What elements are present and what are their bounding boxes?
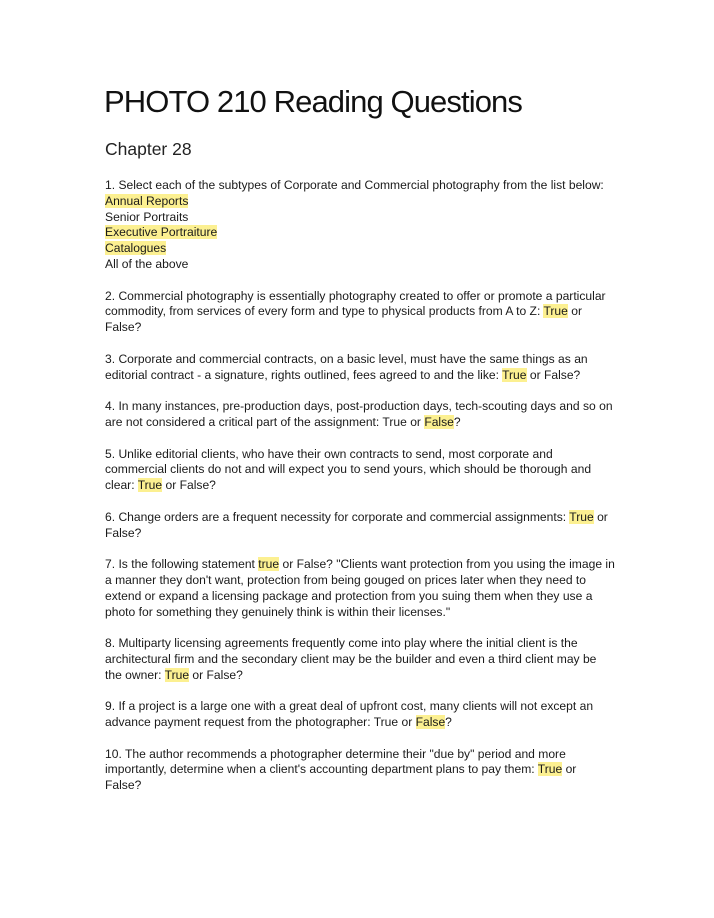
text-segment: ? xyxy=(453,414,461,429)
question-8 xyxy=(105,636,625,683)
question-text-line xyxy=(105,715,625,731)
text-segment: clear: xyxy=(105,478,138,493)
question-text-line: 10. The author recommends a photographer determine their "due by" period and more xyxy=(105,746,566,761)
text-segment: or xyxy=(593,509,608,524)
highlighted-answer: True xyxy=(137,478,163,493)
text-segment: importantly, determine when a client's accounting department plans to pay them: xyxy=(105,762,538,777)
question-text-line xyxy=(105,415,625,431)
question-text-line: 9. If a project is a large one with a great deal of upfront cost, many clients will not except an xyxy=(105,699,594,714)
question-text-line xyxy=(105,478,625,494)
highlighted-answer: True xyxy=(502,367,527,382)
option-text: Senior Portraits xyxy=(105,209,189,224)
text-segment: or False? xyxy=(526,367,581,382)
question-1-option xyxy=(105,241,625,257)
question-9 xyxy=(105,699,625,731)
text-segment: or False? "Clients want protection from you using the image in xyxy=(279,557,615,572)
question-text-line: 4. In many instances, pre-production days, post-production days, tech-scouting days and so on xyxy=(105,399,613,414)
question-1-option xyxy=(105,194,625,210)
question-1-option xyxy=(105,257,625,273)
question-text-line: 5. Unlike editorial clients, who have their own contracts to send, most corporate and xyxy=(105,446,553,461)
question-7 xyxy=(105,557,625,620)
question-text-line xyxy=(105,668,625,684)
text-segment: the owner: xyxy=(105,667,165,682)
question-text-line: 2. Commercial photography is essentially photography created to offer or promote a particular xyxy=(105,288,606,303)
question-text-line: False? xyxy=(105,320,142,335)
question-text-line: False? xyxy=(105,525,142,540)
question-text-line: commercial clients do not and will expect you to send yours, which should be thorough and xyxy=(105,462,592,477)
question-1-option xyxy=(105,225,625,241)
highlighted-answer: True xyxy=(537,762,563,777)
question-2 xyxy=(105,289,625,336)
questions-body xyxy=(105,178,625,794)
chapter-heading: Chapter 28 xyxy=(105,139,192,159)
question-text-line xyxy=(105,557,625,573)
text-segment: or False? xyxy=(189,667,243,682)
highlighted-answer: Executive Portraiture xyxy=(105,225,218,240)
question-10 xyxy=(105,747,625,794)
question-1-stem: 1. Select each of the subtypes of Corporate and Commercial photography from the list below: xyxy=(105,178,604,192)
question-text-line: 8. Multiparty licensing agreements frequently come into play where the initial client is the xyxy=(105,636,578,651)
text-segment: or xyxy=(562,762,577,777)
question-text-line xyxy=(105,510,625,526)
text-segment: 7. Is the following statement xyxy=(105,557,259,572)
highlighted-answer: true xyxy=(258,557,280,572)
question-4 xyxy=(105,399,625,431)
text-segment: or xyxy=(567,304,582,319)
text-segment: editorial contract - a signature, rights outlined, fees agreed to and the like: xyxy=(105,367,503,382)
question-1 xyxy=(105,178,625,273)
question-1-option xyxy=(105,210,625,226)
question-text-line: architectural firm and the secondary client may be the builder and even a third client may be xyxy=(105,651,597,666)
question-text-line: extend or expand a licensing package and protection from you suing them when they use a xyxy=(105,588,593,603)
highlighted-answer: False xyxy=(415,715,446,730)
highlighted-answer: True xyxy=(164,667,190,682)
text-segment: are not considered a critical part of the assignment: True or xyxy=(105,414,425,429)
text-segment: 6. Change orders are a frequent necessity for corporate and commercial assignments: xyxy=(105,509,570,524)
highlighted-answer: Annual Reports xyxy=(105,193,189,208)
question-6 xyxy=(105,510,625,542)
question-text-line: 3. Corporate and commercial contracts, on a basic level, must have the same things as an xyxy=(105,351,588,366)
highlighted-answer: True xyxy=(569,509,594,524)
text-segment: ? xyxy=(445,715,452,730)
question-text-line xyxy=(105,368,625,384)
highlighted-answer: False xyxy=(424,414,454,429)
highlighted-answer: True xyxy=(543,304,568,319)
question-text-line: a manner they don't want, protection from being gouged on prices later when they need to xyxy=(105,572,586,587)
question-text-line xyxy=(105,304,625,320)
question-3 xyxy=(105,352,625,384)
text-segment: or False? xyxy=(162,478,216,493)
question-5 xyxy=(105,447,625,494)
question-text-line: photo for something they genuinely think is within their licenses." xyxy=(105,604,451,619)
text-segment: advance payment request from the photographer: True or xyxy=(105,715,416,730)
page-title: PHOTO 210 Reading Questions xyxy=(104,84,522,119)
option-text: All of the above xyxy=(105,256,189,271)
question-text-line xyxy=(105,762,625,778)
question-text-line: False? xyxy=(105,778,142,793)
highlighted-answer: Catalogues xyxy=(105,241,167,256)
text-segment: commodity, from services of every form and type to physical products from A to Z: xyxy=(105,304,544,319)
